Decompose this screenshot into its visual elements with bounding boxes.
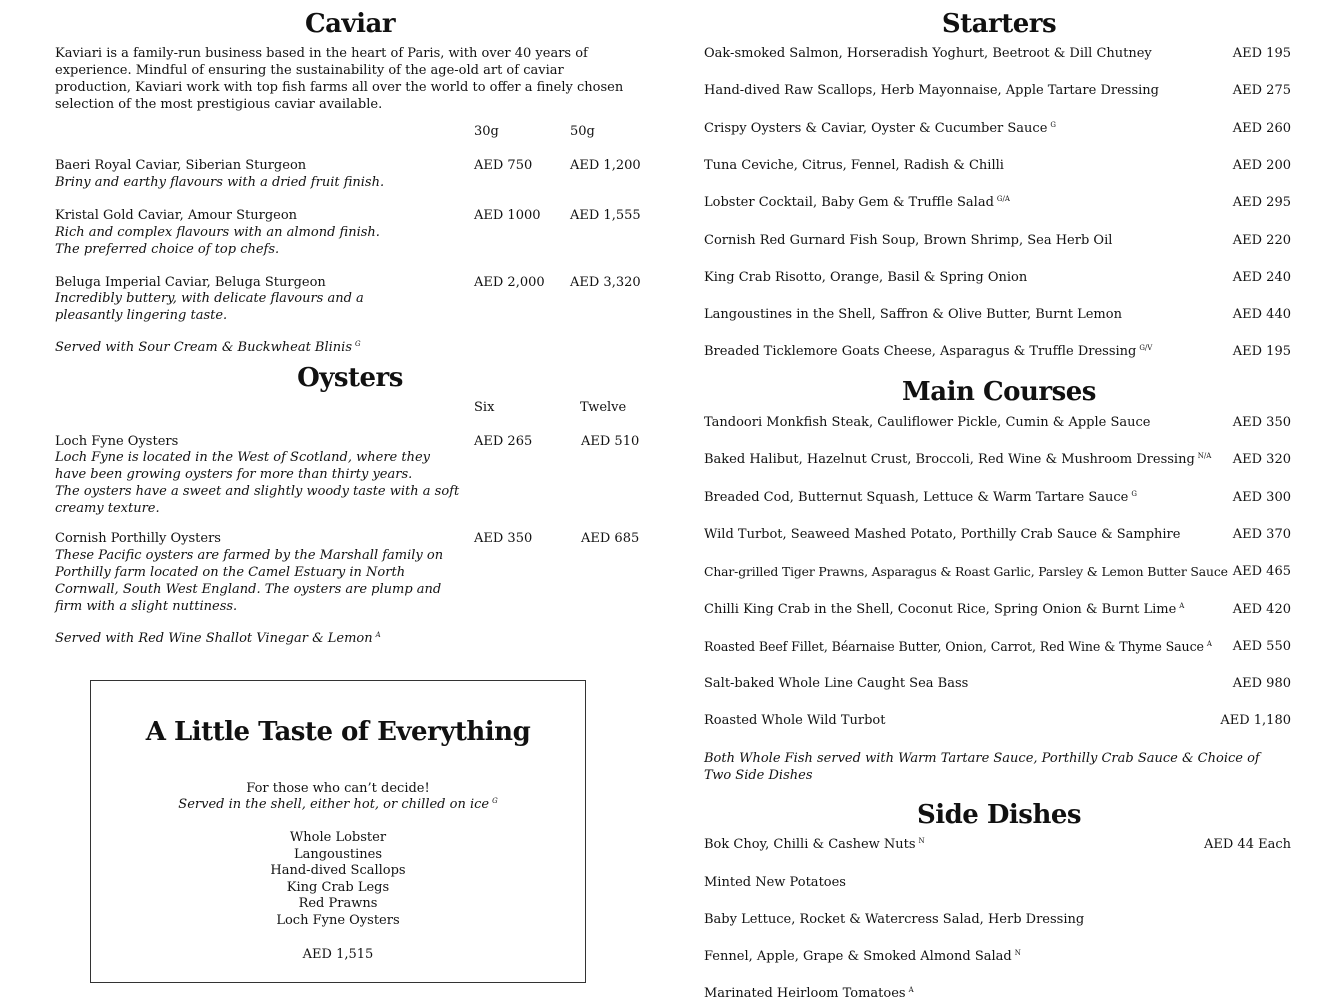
tasting-list	[91, 830, 585, 930]
caviar-col-30g: 30g	[474, 124, 499, 139]
main-price: AED 980	[1232, 676, 1291, 691]
starters-title: Starters	[941, 9, 1057, 39]
starter-item-name: Oak-smoked Salmon, Horseradish Yoghurt, Beetroot & Dill Chutney	[704, 46, 1152, 61]
allergen-marker: G/A	[996, 194, 1010, 203]
sides-price: AED 44 Each	[1203, 837, 1291, 852]
caviar-item-desc: Rich and complex flavours with an almond finish. The preferred choice of top chefs.	[55, 225, 380, 257]
side-item-name: Bok Choy, Chilli & Cashew Nuts	[704, 837, 916, 852]
starter-price: AED 260	[1232, 121, 1291, 136]
main-item	[704, 414, 1153, 431]
mains-note: Both Whole Fish served with Warm Tartare Sauce, Porthilly Crab Sauce & Choice of Two Side Dishes	[704, 751, 1260, 783]
caviar-title: Caviar	[304, 9, 396, 39]
oyster-item-desc: These Pacific oysters are farmed by the Marshall family on Porthilly farm located on the Camel Estuary in North Cornwall, South West England. The oysters are plump and firm with a slight nuttiness.	[55, 548, 444, 614]
starter-item	[704, 45, 1155, 62]
caviar-price-30g: AED 2,000	[474, 275, 545, 290]
main-price: AED 420	[1232, 602, 1291, 617]
tasting-item: Red Prawns	[298, 896, 378, 912]
main-price: AED 350	[1232, 415, 1291, 430]
main-item	[704, 451, 1211, 468]
caviar-note	[55, 339, 361, 356]
oyster-item-desc: Loch Fyne is located in the West of Scotland, where they have been growing oysters for more than thirty years. The oysters have a sweet and slightly woody taste with a soft creamy texture.	[55, 450, 460, 516]
starter-item	[704, 306, 1125, 323]
main-price: AED 320	[1232, 452, 1291, 467]
side-item	[704, 911, 1087, 928]
tasting-item: Langoustines	[293, 846, 383, 862]
tasting-box	[90, 680, 586, 983]
sides-title: Side Dishes	[916, 800, 1082, 830]
starter-item	[704, 343, 1152, 360]
caviar-price-30g: AED 1000	[474, 208, 541, 223]
caviar-item-name: Baeri Royal Caviar, Siberian Sturgeon	[55, 158, 307, 173]
starter-price: AED 200	[1232, 158, 1291, 173]
tasting-item: Loch Fyne Oysters	[276, 912, 400, 928]
oyster-price-six: AED 265	[474, 434, 533, 449]
main-price: AED 550	[1232, 639, 1291, 654]
allergen-marker: A	[1206, 639, 1212, 648]
allergen-marker: G	[1131, 489, 1137, 498]
main-item-name: Wild Turbot, Seaweed Mashed Potato, Porthilly Crab Sauce & Samphire	[704, 527, 1181, 542]
allergen-marker: G	[492, 796, 498, 805]
starter-item-name: Crispy Oysters & Caviar, Oyster & Cucumber Sauce	[704, 121, 1048, 136]
side-item	[704, 874, 849, 891]
main-item-name: Char-grilled Tiger Prawns, Asparagus & Roast Garlic, Parsley & Lemon Butter Sauce	[704, 564, 1228, 579]
caviar-price-30g: AED 750	[474, 158, 533, 173]
main-item	[704, 526, 1183, 543]
caviar-price-50g: AED 1,555	[570, 208, 641, 223]
starter-item-name: Lobster Cocktail, Baby Gem & Truffle Salad	[704, 195, 994, 210]
main-price: AED 370	[1232, 527, 1291, 542]
caviar-price-50g: AED 1,200	[570, 158, 641, 173]
starter-item	[704, 82, 1162, 99]
main-item	[704, 489, 1137, 506]
main-price: AED 1,180	[1220, 713, 1291, 728]
side-item-name: Marinated Heirloom Tomatoes	[704, 986, 906, 1001]
tasting-price: AED 1,515	[302, 947, 374, 962]
caviar-price-50g: AED 3,320	[570, 275, 641, 290]
main-item-name: Chilli King Crab in the Shell, Coconut Rice, Spring Onion & Burnt Lime	[704, 602, 1177, 617]
allergen-marker: A	[375, 630, 381, 639]
starter-price: AED 295	[1232, 195, 1291, 210]
starter-price: AED 195	[1232, 344, 1291, 359]
starter-item-name: Hand-dived Raw Scallops, Herb Mayonnaise, Apple Tartare Dressing	[704, 83, 1159, 98]
starter-price: AED 440	[1232, 307, 1291, 322]
side-item	[704, 948, 1021, 965]
oyster-item-name: Loch Fyne Oysters	[55, 434, 179, 449]
starter-item	[704, 194, 1010, 211]
starter-price: AED 240	[1232, 270, 1291, 285]
caviar-col-50g: 50g	[570, 124, 595, 139]
starter-item	[704, 269, 1030, 286]
caviar-item-desc: Incredibly buttery, with delicate flavours and a pleasantly lingering taste.	[55, 291, 364, 323]
caviar-item-name: Beluga Imperial Caviar, Beluga Sturgeon	[55, 275, 326, 290]
mains-title: Main Courses	[902, 377, 1096, 407]
side-item-name: Fennel, Apple, Grape & Smoked Almond Salad	[704, 949, 1012, 964]
oysters-col-six: Six	[474, 400, 495, 415]
tasting-item: King Crab Legs	[286, 879, 390, 895]
main-item-name: Salt-baked Whole Line Caught Sea Bass	[704, 676, 969, 691]
starter-price: AED 275	[1232, 83, 1291, 98]
starter-item-name: King Crab Risotto, Orange, Basil & Spring Onion	[704, 270, 1028, 285]
starter-item-name: Breaded Ticklemore Goats Cheese, Asparagus & Truffle Dressing	[704, 344, 1137, 359]
allergen-marker: N/A	[1197, 451, 1212, 460]
oysters-title: Oysters	[297, 363, 403, 393]
oysters-col-twelve: Twelve	[580, 400, 627, 415]
main-item-name: Roasted Beef Fillet, Béarnaise Butter, Onion, Carrot, Red Wine & Thyme Sauce	[704, 639, 1204, 654]
right-column	[704, 0, 1294, 1001]
main-item-name: Breaded Cod, Butternut Squash, Lettuce & Warm Tartare Sauce	[704, 490, 1129, 505]
tasting-serving-note	[91, 796, 585, 813]
starter-price: AED 195	[1232, 46, 1291, 61]
side-item-name: Baby Lettuce, Rocket & Watercress Salad, Herb Dressing	[704, 912, 1085, 927]
starter-price: AED 220	[1232, 233, 1291, 248]
starter-item-name: Tuna Ceviche, Citrus, Fennel, Radish & Chilli	[704, 158, 1004, 173]
tasting-serving-note-text: Served in the shell, either hot, or chilled on ice	[178, 797, 490, 812]
side-item-name: Minted New Potatoes	[704, 875, 846, 890]
caviar-item-name: Kristal Gold Caviar, Amour Sturgeon	[55, 208, 298, 223]
main-price: AED 300	[1232, 490, 1291, 505]
allergen-marker: G	[1050, 120, 1057, 129]
caviar-intro: Kaviari is a family-run business based in the heart of Paris, with over 40 years of experience. Mindful of ensuring the sustainability of the age-old art of caviar production, Kaviari work with top fish farms all over the world to offer a finely chosen selection of the most prestigious caviar available.	[55, 46, 624, 112]
side-item	[704, 836, 925, 853]
allergen-marker: A	[1179, 601, 1185, 610]
starter-item	[704, 120, 1056, 137]
caviar-note-text: Served with Sour Cream & Buckwheat Blinis	[55, 340, 352, 355]
tasting-item: Whole Lobster	[289, 830, 387, 845]
main-item	[704, 675, 971, 692]
starter-item-name: Cornish Red Gurnard Fish Soup, Brown Shrimp, Sea Herb Oil	[704, 233, 1113, 248]
main-item	[704, 638, 1212, 655]
caviar-item-desc: Briny and earthy flavours with a dried fruit finish.	[55, 175, 385, 190]
allergen-marker: A	[908, 985, 914, 994]
side-item	[704, 985, 914, 1002]
main-item-name: Tandoori Monkfish Steak, Cauliflower Pickle, Cumin & Apple Sauce	[704, 415, 1151, 430]
main-item	[704, 712, 889, 729]
oyster-price-twelve: AED 510	[581, 434, 640, 449]
main-item	[704, 601, 1184, 618]
main-item-name: Baked Halibut, Hazelnut Crust, Broccoli, Red Wine & Mushroom Dressing	[704, 452, 1195, 467]
main-item	[704, 563, 1231, 580]
tasting-title: A Little Taste of Everything	[145, 717, 531, 747]
main-price: AED 465	[1232, 564, 1291, 579]
allergen-marker: G	[355, 339, 361, 348]
starter-item	[704, 232, 1115, 249]
tasting-item: Hand-dived Scallops	[270, 863, 406, 879]
main-item-name: Roasted Whole Wild Turbot	[704, 713, 886, 728]
tasting-subtitle: For those who can’t decide!	[246, 781, 430, 796]
oysters-note	[55, 630, 381, 647]
oyster-item-name: Cornish Porthilly Oysters	[55, 531, 221, 546]
allergen-marker: N	[1014, 948, 1021, 957]
oyster-price-twelve: AED 685	[581, 531, 640, 546]
starter-item	[704, 157, 1007, 174]
allergen-marker: G/V	[1139, 343, 1153, 352]
oysters-note-text: Served with Red Wine Shallot Vinegar & Lemon	[55, 631, 373, 646]
oyster-price-six: AED 350	[474, 531, 533, 546]
starter-item-name: Langoustines in the Shell, Saffron & Olive Butter, Burnt Lemon	[704, 307, 1122, 322]
allergen-marker: N	[918, 836, 925, 845]
